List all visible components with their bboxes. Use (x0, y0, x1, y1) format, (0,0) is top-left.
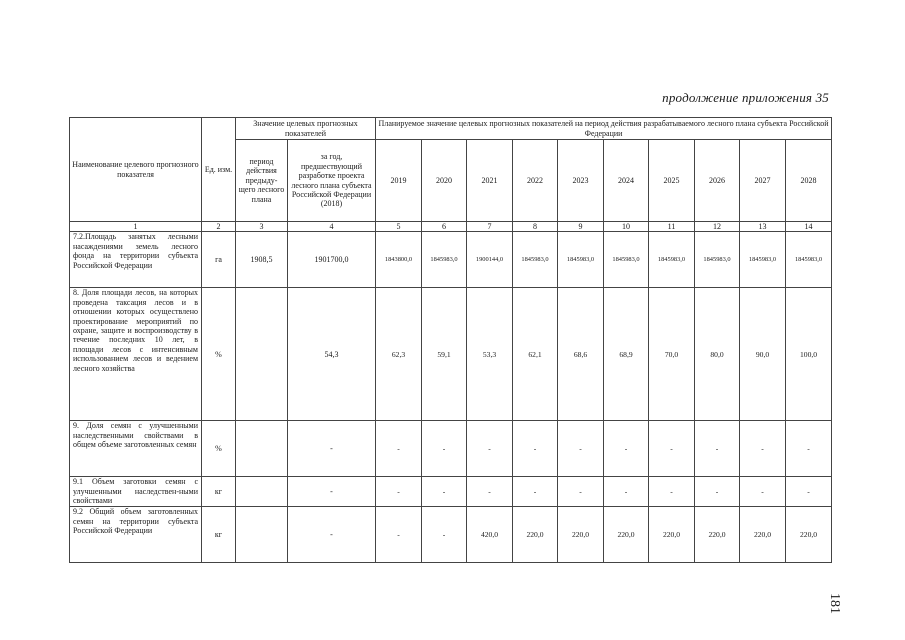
planned-value: - (376, 477, 422, 507)
indicator-name: 7.2.Площадь занятых лесными насаждениями земель лесного фонда на территории субъекта Российской Федерации (70, 232, 202, 288)
planned-value: - (604, 421, 649, 477)
header-year-before: за год, предшествующий разработке проекта лесного плана субъекта Российской Федерации (2018) (288, 140, 376, 222)
base-year-value: - (288, 421, 376, 477)
planned-value: - (695, 477, 740, 507)
planned-value: - (649, 477, 695, 507)
planned-value: 62,1 (513, 288, 558, 421)
planned-value: - (467, 477, 513, 507)
planned-value: - (558, 421, 604, 477)
planned-value: - (649, 421, 695, 477)
column-number: 11 (649, 222, 695, 232)
header-unit: Ед. изм. (202, 118, 236, 222)
unit-cell: % (202, 288, 236, 421)
column-number: 3 (236, 222, 288, 232)
column-number: 1 (70, 222, 202, 232)
planned-value: 90,0 (740, 288, 786, 421)
planned-value: - (740, 421, 786, 477)
planned-value: 220,0 (740, 507, 786, 563)
planned-value: 1845983,0 (513, 232, 558, 288)
indicator-name: 9. Доля семян с улучшенными наследственными свойствами в общем объеме заготовленных семян (70, 421, 202, 477)
planned-value: 420,0 (467, 507, 513, 563)
planned-value: - (786, 421, 832, 477)
planned-value: - (422, 507, 467, 563)
planned-value: 1845983,0 (558, 232, 604, 288)
header-year-2028: 2028 (786, 140, 832, 222)
column-number: 5 (376, 222, 422, 232)
table-row (70, 232, 832, 288)
header-target-values: Значение целевых прогнозных показателей (236, 118, 376, 140)
previous-period-value: 1908,5 (236, 232, 288, 288)
column-number: 8 (513, 222, 558, 232)
header-year-2020: 2020 (422, 140, 467, 222)
planned-value: - (376, 507, 422, 563)
column-number: 7 (467, 222, 513, 232)
planned-value: - (695, 421, 740, 477)
indicator-name: 9.2 Общий объем заготовленных семян на территории субъекта Российской Федерации (70, 507, 202, 563)
planned-value: 1845983,0 (740, 232, 786, 288)
column-number: 12 (695, 222, 740, 232)
header-planned-values: Планируемое значение целевых прогнозных показателей на период действия разрабатываемого лесного плана субъекта Российской Федерации (376, 118, 832, 140)
header-year-2022: 2022 (513, 140, 558, 222)
previous-period-value (236, 477, 288, 507)
base-year-value: 1901700,0 (288, 232, 376, 288)
unit-cell: кг (202, 477, 236, 507)
column-number: 2 (202, 222, 236, 232)
planned-value: - (513, 421, 558, 477)
header-year-2026: 2026 (695, 140, 740, 222)
planned-value: 1900144,0 (467, 232, 513, 288)
planned-value: 100,0 (786, 288, 832, 421)
planned-value: - (513, 477, 558, 507)
column-number: 9 (558, 222, 604, 232)
planned-value: 220,0 (786, 507, 832, 563)
column-number: 10 (604, 222, 649, 232)
planned-value: - (740, 477, 786, 507)
header-year-2025: 2025 (649, 140, 695, 222)
column-number: 14 (786, 222, 832, 232)
table-row (70, 477, 832, 507)
planned-value: - (467, 421, 513, 477)
planned-value: 1845983,0 (695, 232, 740, 288)
table-row (70, 507, 832, 563)
base-year-value: - (288, 507, 376, 563)
header-year-2023: 2023 (558, 140, 604, 222)
planned-value: - (558, 477, 604, 507)
planned-value: 1843800,0 (376, 232, 422, 288)
header-previous-period: период действия предыду-щего лесного плана (236, 140, 288, 222)
header-year-2024: 2024 (604, 140, 649, 222)
previous-period-value (236, 507, 288, 563)
planned-value: - (422, 421, 467, 477)
base-year-value: - (288, 477, 376, 507)
table-row (70, 288, 832, 421)
column-number: 6 (422, 222, 467, 232)
previous-period-value (236, 288, 288, 421)
planned-value: 220,0 (558, 507, 604, 563)
planned-value: 1845983,0 (786, 232, 832, 288)
base-year-value: 54,3 (288, 288, 376, 421)
previous-period-value (236, 421, 288, 477)
planned-value: 1845983,0 (604, 232, 649, 288)
planned-value: 80,0 (695, 288, 740, 421)
planned-value: - (376, 421, 422, 477)
planned-value: 1845983,0 (422, 232, 467, 288)
planned-value: 1845983,0 (649, 232, 695, 288)
planned-value: - (604, 477, 649, 507)
page-number: 181 (827, 593, 842, 614)
column-number: 4 (288, 222, 376, 232)
table-row (70, 421, 832, 477)
forecast-indicators-table (69, 117, 832, 563)
unit-cell: % (202, 421, 236, 477)
indicator-name: 8. Доля площади лесов, на которых проведена таксация лесов и в отношении которых осуществлено проектирование мероприятий по охране, защите и воспроизводству в течение последних 10 лет, в площади лесов с интенсивным использованием лесов и ведением лесного хозяйства (70, 288, 202, 421)
indicator-name: 9.1 Объем заготовки семян с улучшенными наследствен-ными свойствами (70, 477, 202, 507)
planned-value: - (422, 477, 467, 507)
planned-value: 68,6 (558, 288, 604, 421)
planned-value: 62,3 (376, 288, 422, 421)
appendix-caption: продолжение приложения 35 (662, 90, 829, 105)
header-year-2021: 2021 (467, 140, 513, 222)
header-indicator-name: Наименование целевого прогнозного показателя (70, 118, 202, 222)
planned-value: 68,9 (604, 288, 649, 421)
header-year-2027: 2027 (740, 140, 786, 222)
planned-value: 220,0 (604, 507, 649, 563)
planned-value: 53,3 (467, 288, 513, 421)
planned-value: 220,0 (695, 507, 740, 563)
planned-value: 59,1 (422, 288, 467, 421)
header-year-2019: 2019 (376, 140, 422, 222)
planned-value: 220,0 (513, 507, 558, 563)
planned-value: 70,0 (649, 288, 695, 421)
column-number: 13 (740, 222, 786, 232)
unit-cell: га (202, 232, 236, 288)
planned-value: - (786, 477, 832, 507)
planned-value: 220,0 (649, 507, 695, 563)
unit-cell: кг (202, 507, 236, 563)
